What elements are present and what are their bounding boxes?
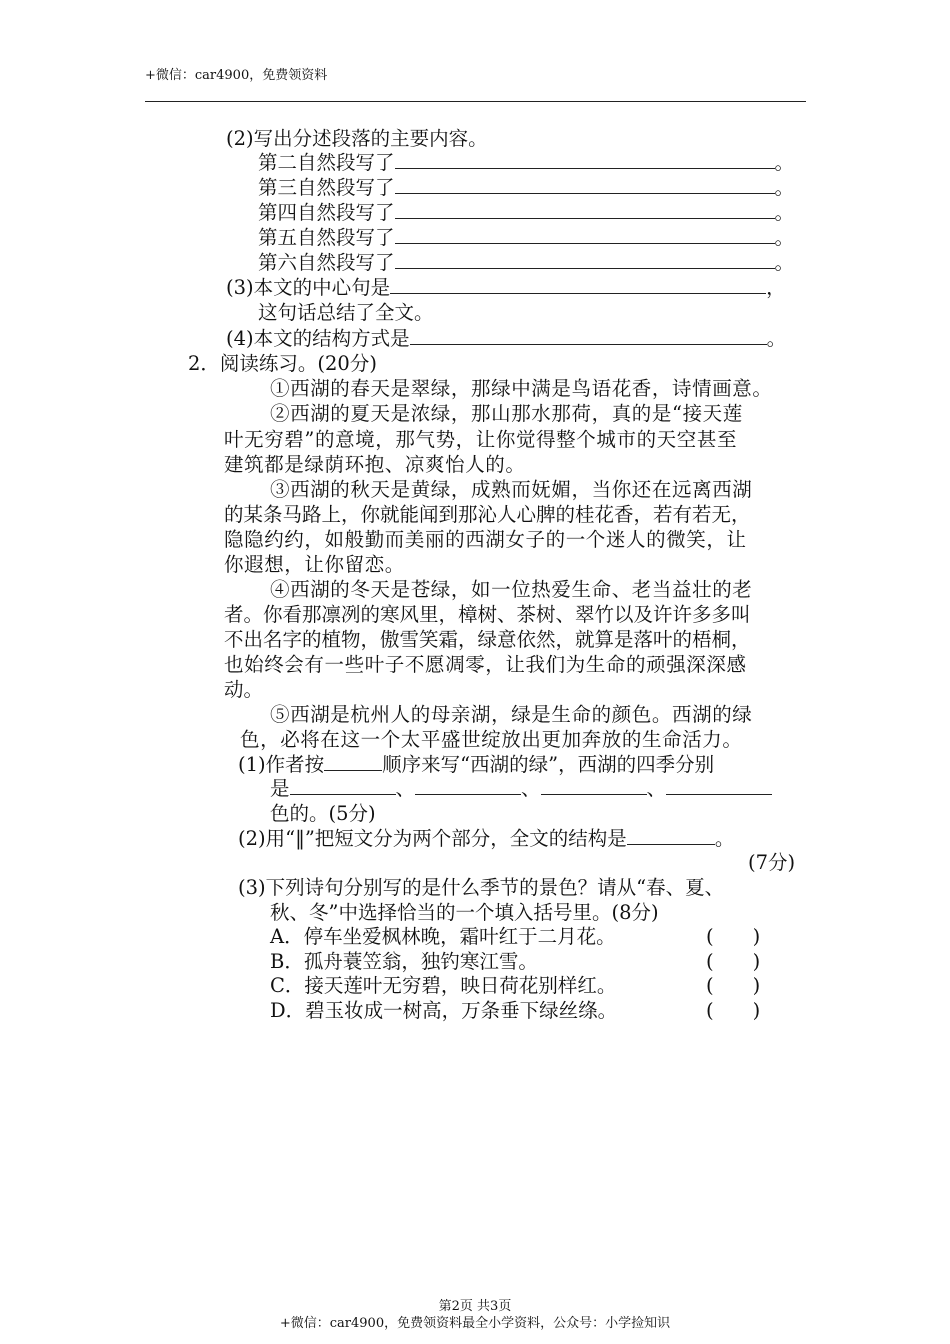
row-label: 第五自然段写了 — [258, 226, 395, 249]
passage-line: 你遐想，让你留恋。 — [224, 553, 405, 576]
q2-sub1-b: 顺序来写“西湖的绿”，西湖的四季分别 — [382, 753, 715, 776]
row-label: 第二自然段写了 — [258, 151, 395, 174]
passage-line: 色，必将在这一个太平盛世绽放出更加奔放的生命活力。 — [240, 728, 743, 751]
q2-sub1-line1 — [238, 752, 714, 778]
q1-sub2-row — [258, 200, 794, 226]
q1-sub3-prefix: (3)本文的中心句是 — [226, 276, 391, 299]
answer-blank[interactable] — [395, 176, 775, 194]
header-divider — [145, 101, 806, 102]
row-label: 第四自然段写了 — [258, 201, 395, 224]
separator: 、 — [646, 777, 667, 800]
answer-blank[interactable] — [666, 777, 772, 795]
header-note: +微信：car4900，免费领资料 — [145, 68, 328, 83]
passage-line: 隐隐约约，如般勤而美丽的西湖女子的一个迷人的微笑，让 — [224, 528, 747, 551]
answer-blank[interactable] — [395, 151, 775, 169]
passage-line: 不出名字的植物，傲雪笑霜，绿意依然，就算是落叶的梧桐， — [224, 628, 751, 651]
row-end: 。 — [774, 201, 795, 224]
separator: 、 — [395, 777, 416, 800]
passage-line: ⑤西湖是杭州人的母亲湖，绿是生命的颜色。西湖的绿 — [270, 703, 753, 726]
option-item: A．停车坐爱枫林晚，霜叶红于二月花。 — [270, 925, 616, 948]
page-number: 第2页 共3页 — [438, 1299, 512, 1314]
passage-line: 的某条马路上，你就能闻到那沁人心脾的桂花香，若有若无， — [224, 503, 751, 526]
option-item: C．接天莲叶无穷碧，映日荷花别样红。 — [270, 974, 617, 997]
passage-line: ④西湖的冬天是苍绿，如一位热爱生命、老当益壮的老 — [270, 578, 753, 601]
row-end: 。 — [774, 226, 795, 249]
q1-sub3-line1 — [226, 275, 786, 301]
option-item: D．碧玉妆成一树高，万条垂下绿丝绦。 — [270, 999, 618, 1022]
q1-sub4-end: 。 — [766, 327, 787, 350]
answer-bracket[interactable]: ( ) — [706, 950, 761, 973]
q1-sub2-row — [258, 250, 794, 276]
answer-blank[interactable] — [410, 327, 767, 345]
q1-sub4-prefix: (4)本文的结构方式是 — [226, 327, 410, 350]
answer-blank[interactable] — [541, 777, 647, 795]
q2-title: 2．阅读练习。(20分) — [188, 352, 377, 375]
q2-sub2-end: 。 — [714, 827, 735, 850]
passage-line: 建筑都是绿荫环抱、凉爽怡人的。 — [224, 453, 526, 476]
row-end: 。 — [774, 251, 795, 274]
answer-blank[interactable] — [324, 753, 382, 771]
q2-sub1-line3: 色的。(5分) — [270, 802, 376, 825]
row-label: 第六自然段写了 — [258, 251, 395, 274]
answer-bracket[interactable]: ( ) — [706, 925, 761, 948]
q2-sub2-line — [238, 826, 734, 852]
answer-blank[interactable] — [395, 251, 775, 269]
answer-blank[interactable] — [290, 777, 396, 795]
q2-sub3-line1: (3)下列诗句分别写的是什么季节的景色？请从“春、夏、 — [238, 876, 725, 899]
footer-note: +微信：car4900，免费领资料最全小学资料，公众号：小学捡知识 — [279, 1316, 671, 1331]
q1-sub3-line2: 这句话总结了全文。 — [258, 301, 434, 324]
passage-line: 动。 — [224, 678, 264, 701]
answer-blank[interactable] — [395, 226, 775, 244]
q1-sub2-title: (2)写出分述段落的主要内容。 — [226, 127, 488, 150]
q2-sub3-line2: 秋、冬”中选择恰当的一个填入括号里。(8分) — [270, 901, 659, 924]
q1-sub4-line — [226, 326, 786, 352]
answer-blank[interactable] — [390, 276, 766, 294]
passage-line: ③西湖的秋天是黄绿，成熟而妩媚，当你还在远离西湖 — [270, 478, 753, 501]
row-label: 第三自然段写了 — [258, 176, 395, 199]
passage-line: ①西湖的春天是翠绿，那绿中满是鸟语花香，诗情画意。 — [270, 377, 773, 400]
q1-sub2-row — [258, 150, 794, 176]
q2-sub1-line2 — [270, 776, 772, 802]
q1-sub3-end: ， — [766, 276, 786, 299]
answer-blank[interactable] — [395, 201, 775, 219]
separator: 、 — [521, 777, 541, 800]
answer-blank[interactable] — [415, 777, 521, 795]
option-item: B．孤舟蓑笠翁，独钓寒江雪。 — [270, 950, 538, 973]
passage-line: ②西湖的夏天是浓绿，那山那水那荷，真的是“接天莲 — [270, 402, 743, 425]
q1-sub2-row — [258, 175, 794, 201]
answer-bracket[interactable]: ( ) — [706, 974, 761, 997]
q2-sub1-a: (1)作者按 — [238, 753, 325, 776]
q2-sub1-c: 是 — [270, 777, 290, 800]
q2-sub2-a: (2)用“‖”把短文分为两个部分，全文的结构是 — [238, 827, 627, 850]
row-end: 。 — [774, 151, 795, 174]
answer-blank[interactable] — [627, 827, 715, 845]
passage-line: 也始终会有一些叶子不愿凋零，让我们为生命的顽强深深感 — [224, 653, 747, 676]
q2-sub2-score: (7分) — [748, 851, 796, 874]
passage-line: 叶无穷碧”的意境，那气势，让你觉得整个城市的天空甚至 — [224, 428, 738, 451]
row-end: 。 — [774, 176, 795, 199]
q1-sub2-row — [258, 225, 794, 251]
answer-bracket[interactable]: ( ) — [706, 999, 761, 1022]
passage-line: 者。你看那凛冽的寒风里，樟树、茶树、翠竹以及许许多多叫 — [224, 603, 751, 626]
